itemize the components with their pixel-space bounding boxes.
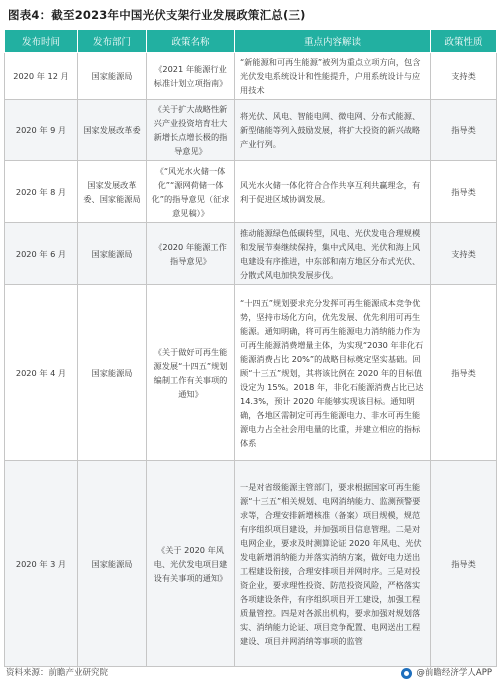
header-date: 发布时间 xyxy=(5,30,78,53)
source-note: 资料来源：前瞻产业研究院 xyxy=(6,668,109,678)
brand-logo xyxy=(401,664,492,682)
cell-content: 推动能源绿色低碳转型，风电、光伏发电合理规模和发展节奏继续保持，集中式风电、光伏和海上风电建设有序推进，中东部和南方地区分布式光伏、分散式风电加快发展步伐。 xyxy=(235,223,431,285)
cell-date: 2020 年 8 月 xyxy=(5,161,78,223)
footer xyxy=(4,664,496,682)
cell-policy-name: 《2021 年能源行业标准计划立项指南》 xyxy=(147,53,235,100)
cell-policy-type: 支持类 xyxy=(431,53,497,100)
table-row xyxy=(5,285,497,461)
cell-dept: 国家发展改革委 xyxy=(78,100,147,161)
header-dept: 发布部门 xyxy=(78,30,147,53)
table-row xyxy=(5,53,497,100)
cell-date: 2020 年 9 月 xyxy=(5,100,78,161)
cell-dept: 国家能源局 xyxy=(78,223,147,285)
cell-content: 一是对省级能源主管部门，要求根据国家可再生能源“十三五”相关规划、电网消纳能力、监测预警要求等，合理安排新增核准（备案）项目规模，规范有序组织项目建设，并加强项目信息管理。二是对电网企业，要求及时测算论证 2020 年风电、光伏发电新增消纳能力并落实消纳方案，做好电力送出工程建设衔接，合理安排项目并网时序。三是对投资企业，要求理性投资、防范投资风险，严格落实各项建设条件，有序组织项目开工建设，加强工程质量管控。四是对各派出机构，要求加强对规划落实、消纳能力论证、项目竞争配置、电网送出工程建设、项目并网消纳等事项的监管 xyxy=(235,461,431,667)
header-policy-type: 政策性质 xyxy=(431,30,497,53)
cell-policy-name: 《“风光水火储一体化”“源网荷储一体化”的指导意见（征求意见稿）》 xyxy=(147,161,235,223)
cell-dept: 国家能源局 xyxy=(78,285,147,461)
cell-policy-name: 《2020 年能源工作指导意见》 xyxy=(147,223,235,285)
cell-dept: 国家能源局 xyxy=(78,461,147,667)
cell-policy-type: 指导类 xyxy=(431,100,497,161)
cell-policy-name: 《关于 2020 年风电、光伏发电项目建设有关事项的通知》 xyxy=(147,461,235,667)
brand-logo-text: @前瞻经济学人APP xyxy=(416,668,492,678)
table-row xyxy=(5,223,497,285)
table-row xyxy=(5,161,497,223)
cell-content: 将光伏、风电、智能电网、微电网、分布式能源、新型储能等列入鼓励发展，将扩大投资的新兴战略产业行列。 xyxy=(235,100,431,161)
table-header-row xyxy=(5,30,497,53)
cell-content: 风光水火储一体化符合合作共享互利共赢理念，有利于促进区域协调发展。 xyxy=(235,161,431,223)
table-row xyxy=(5,100,497,161)
cell-content: “十四五”规划要求充分发挥可再生能源成本竞争优势，坚持市场化方向，优先发展、优先利用可再生能源。通知明确，将可再生能源电力消纳能力作为可再生能源消费增量主体，为实现“2030 年非化石能源消费占比 20%”的战略目标奠定坚实基础。回顾“十三五”规划，其将该比例在 2020 年的目标值设定为 15%。2018 年，非化石能源消费占比已达 14.3%，预计 2020 年能够实现该目标。通知明确，各地区需制定可再生能源电力、非水可再生能源电力占全社会用电量的比重，并建立相应的指标体系 xyxy=(235,285,431,461)
cell-policy-type: 支持类 xyxy=(431,223,497,285)
figure-title: 图表4：截至2023年中国光伏支架行业发展政策汇总(三) xyxy=(8,8,306,22)
brand-logo-icon xyxy=(401,668,412,679)
cell-date: 2020 年 4 月 xyxy=(5,285,78,461)
cell-policy-type: 指导类 xyxy=(431,461,497,667)
cell-dept: 国家能源局 xyxy=(78,53,147,100)
cell-policy-type: 指导类 xyxy=(431,161,497,223)
cell-policy-name: 《关于扩大战略性新兴产业投资培育壮大新增长点增长极的指导意见》 xyxy=(147,100,235,161)
cell-date: 2020 年 3 月 xyxy=(5,461,78,667)
header-content: 重点内容解读 xyxy=(235,30,431,53)
cell-date: 2020 年 12 月 xyxy=(5,53,78,100)
cell-policy-type: 指导类 xyxy=(431,285,497,461)
cell-date: 2020 年 6 月 xyxy=(5,223,78,285)
cell-policy-name: 《关于做好可再生能源发展“十四五”规划编制工作有关事项的通知》 xyxy=(147,285,235,461)
cell-content: “新能源和可再生能源”被列为重点立项方向，包含光伏发电系统设计和性能提升，户用系统设计与应用技术 xyxy=(235,53,431,100)
table-row xyxy=(5,461,497,667)
policy-table xyxy=(4,29,497,667)
cell-dept: 国家发展改革委、国家能源局 xyxy=(78,161,147,223)
header-policy-name: 政策名称 xyxy=(147,30,235,53)
